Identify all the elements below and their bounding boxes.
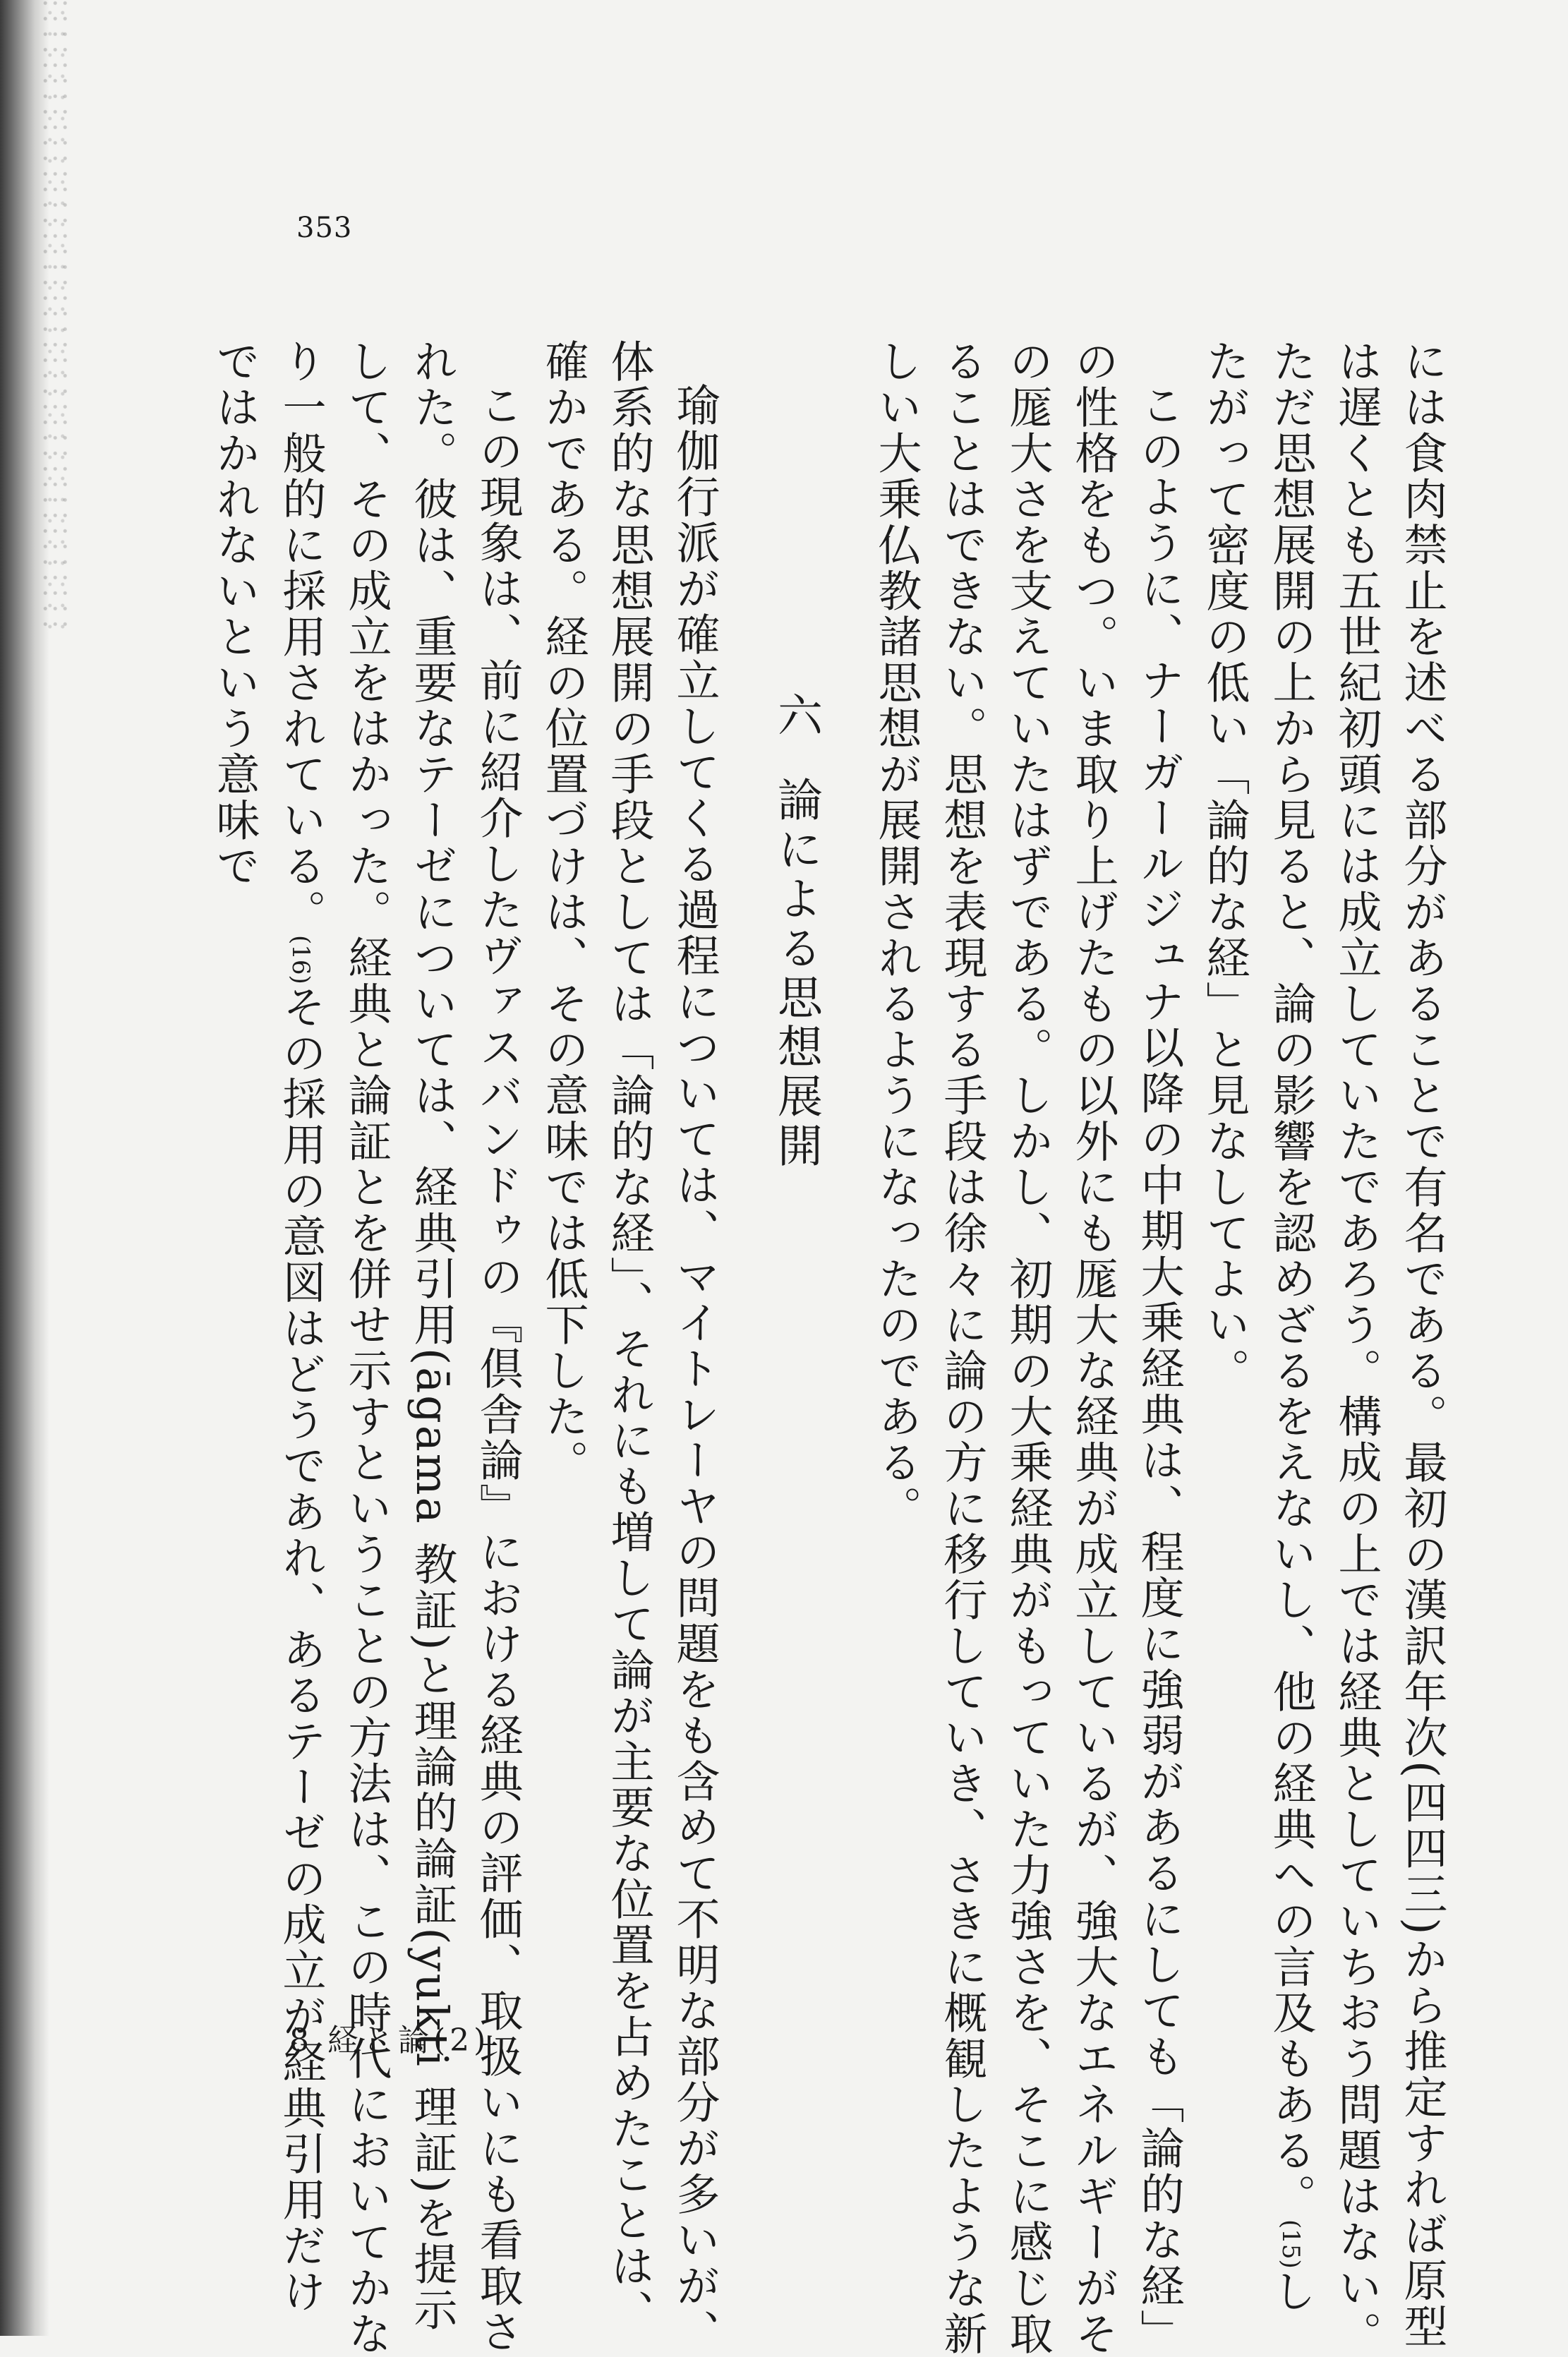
paragraph-2: このように、ナーガールジュナ以降の中期大乗経典は、程度に強弱があるにしても「論的な経」の性格をもつ。いま取り上げたもの以外にも厖大な経典が成立しているが、強大なエネルギーがその厖大さを支えていたはずである。しかし、初期の大乗経典がもっていた力強さを、そこに感じ取ることはできない。思想を表現する手段は徐々に論の方に移行していき、さきに概観したような新しい大乗仏教諸思想が展開されるようになったのである。 [871,339,1185,2357]
paragraph-4: この現象は、前に紹介したヴァスバンドゥの『倶舎論』における経典の評価、取扱いにも看取された。彼は、重要なテーゼについては、経典引用(āgama 教証)と理論的論証(yukti 理証)を提示して、その成立をはかった。経典と論証とを併せ示すということの方法は、この時代においてかなり一般的に採用されている。(16)その採用の意図はどうであれ、あるテーゼの成立が経典引用だけではかれないという意味で [209,339,524,2357]
section-heading [763,692,828,2357]
footnote-marker-16: (16) [287,935,315,984]
section-number: 六 [770,692,822,741]
section-title: 論による思想展開 [770,776,822,1171]
running-footer: 8 経と論(2) [289,2023,490,2058]
paragraph-3: 瑜伽行派が確立してくる過程については、マイトレーヤの問題をも含めて不明な部分が多いが、体系的な思想展開の手段としては「論的な経」、それにも増して論が主要な位置を占めたことは、確かである。経の位置づけは、その意味では低下した。 [538,339,720,2355]
page-number: 353 [296,212,353,244]
footnote-marker-15: (15) [1277,2219,1305,2269]
scan-speckle [42,0,71,635]
paragraph-1: には食肉禁止を述べる部分があることで有名である。最初の漢訳年次(四四三)から推定すれば原型は遅くとも五世紀初頭には成立していたであろう。構成の上では経典としていちおう問題はない。ただ思想展開の上から見ると、論の影響を認めざるをえないし、他の経典への言及もある。(15)したがって密度の低い「論的な経」と見なしてよい。 [1199,339,1448,2357]
